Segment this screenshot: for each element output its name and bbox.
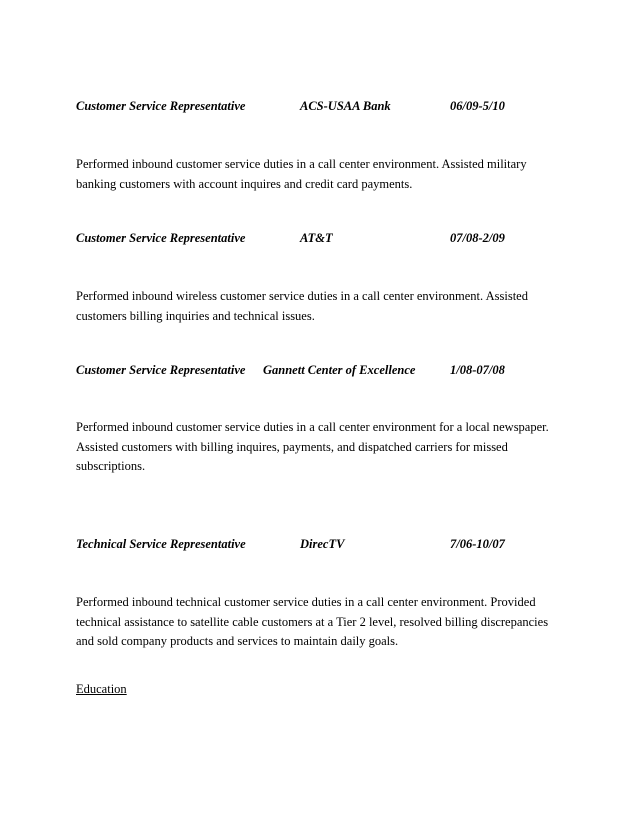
job-description: Performed inbound technical customer service duties in a call center environment. Provided technical assistance to satellite cable customers at a Tier 2 level, resolved billing discrepancies and sold company products and services to maintain daily goals. bbox=[76, 595, 549, 648]
job-company: Gannett Center of Excellence bbox=[263, 363, 416, 377]
job-header bbox=[76, 99, 596, 117]
job-dates: 07/08-2/09 bbox=[450, 231, 505, 245]
job-header bbox=[76, 363, 596, 381]
job-company: DirecTV bbox=[300, 537, 345, 551]
job-company: ACS-USAA Bank bbox=[300, 99, 391, 113]
job-header bbox=[76, 231, 596, 249]
job-title: Technical Service Representative bbox=[76, 537, 246, 551]
job-dates: 1/08-07/08 bbox=[450, 363, 505, 377]
job-description: Performed inbound customer service duties in a call center environment for a local newspaper. Assisted customers with billing inquires, payments, and dispatched carriers for missed subscriptions. bbox=[76, 420, 549, 473]
job-title: Customer Service Representative bbox=[76, 99, 246, 113]
job-description: Performed inbound wireless customer service duties in a call center environment. Assisted customers billing inquiries and technical issues. bbox=[76, 289, 528, 323]
education-heading: Education bbox=[76, 682, 127, 696]
job-header bbox=[76, 537, 596, 555]
job-title: Customer Service Representative bbox=[76, 231, 246, 245]
job-title: Customer Service Representative bbox=[76, 363, 246, 377]
job-dates: 7/06-10/07 bbox=[450, 537, 505, 551]
job-dates: 06/09-5/10 bbox=[450, 99, 505, 113]
job-description: Performed inbound customer service duties in a call center environment. Assisted military banking customers with account inquires and credit card payments. bbox=[76, 157, 527, 191]
job-company: AT&T bbox=[300, 231, 333, 245]
